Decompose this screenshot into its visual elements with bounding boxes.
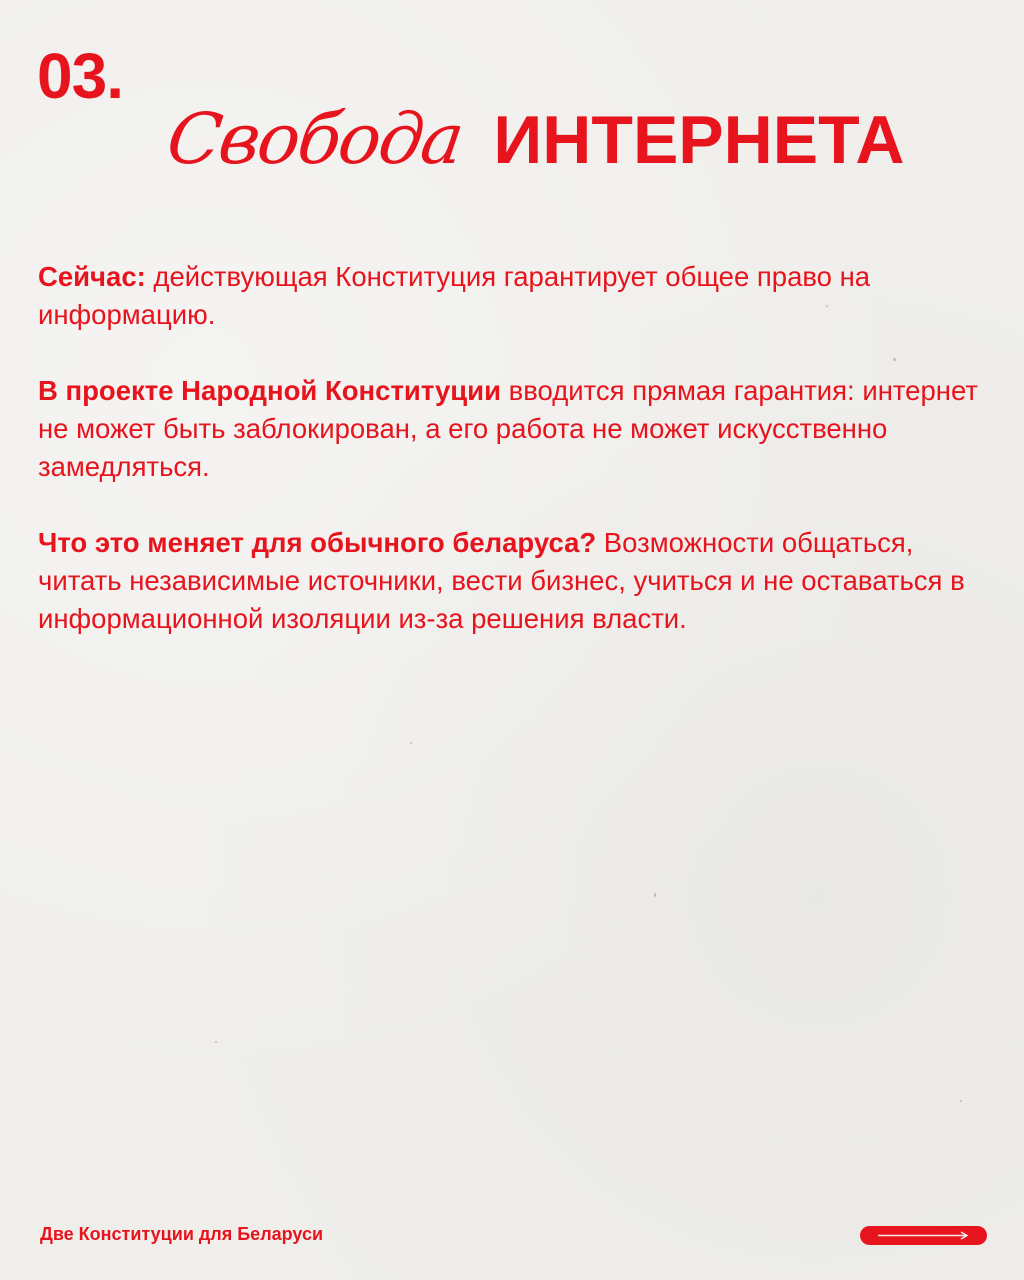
paragraph-project [38,372,998,486]
paragraph-text: вводится прямая гарантия: интернет не может быть заблокирован, а его работа не может искусственно замедляться. [38,375,978,482]
next-slide-button[interactable] [860,1226,987,1245]
paper-speck [410,742,412,744]
body-content [38,258,998,676]
title-script-word: Свобода [162,98,468,180]
paper-speck [960,1100,962,1102]
slide-number: 03. [37,40,123,112]
paragraph-lead: Сейчас: [38,261,146,292]
title-bold-word: ИНТЕРНЕТА [493,102,905,178]
arrow-right-icon [878,1230,970,1241]
paragraph-lead: В проекте Народной Конституции [38,375,501,406]
page-title [162,98,905,180]
paragraph-lead: Что это меняет для обычного беларуса? [38,527,597,558]
paragraph-text: действующая Конституция гарантирует общее право на информацию. [38,261,871,330]
paragraph-current [38,258,998,334]
paragraph-impact [38,524,998,638]
paper-speck [654,893,656,897]
paper-speck [215,1041,217,1043]
paragraph-text: Возможности общаться, читать независимые источники, вести бизнес, учиться и не оставаться в информационной изоляции из-за решения власти. [38,527,965,634]
footer-label: Две Конституции для Беларуси [40,1224,324,1244]
